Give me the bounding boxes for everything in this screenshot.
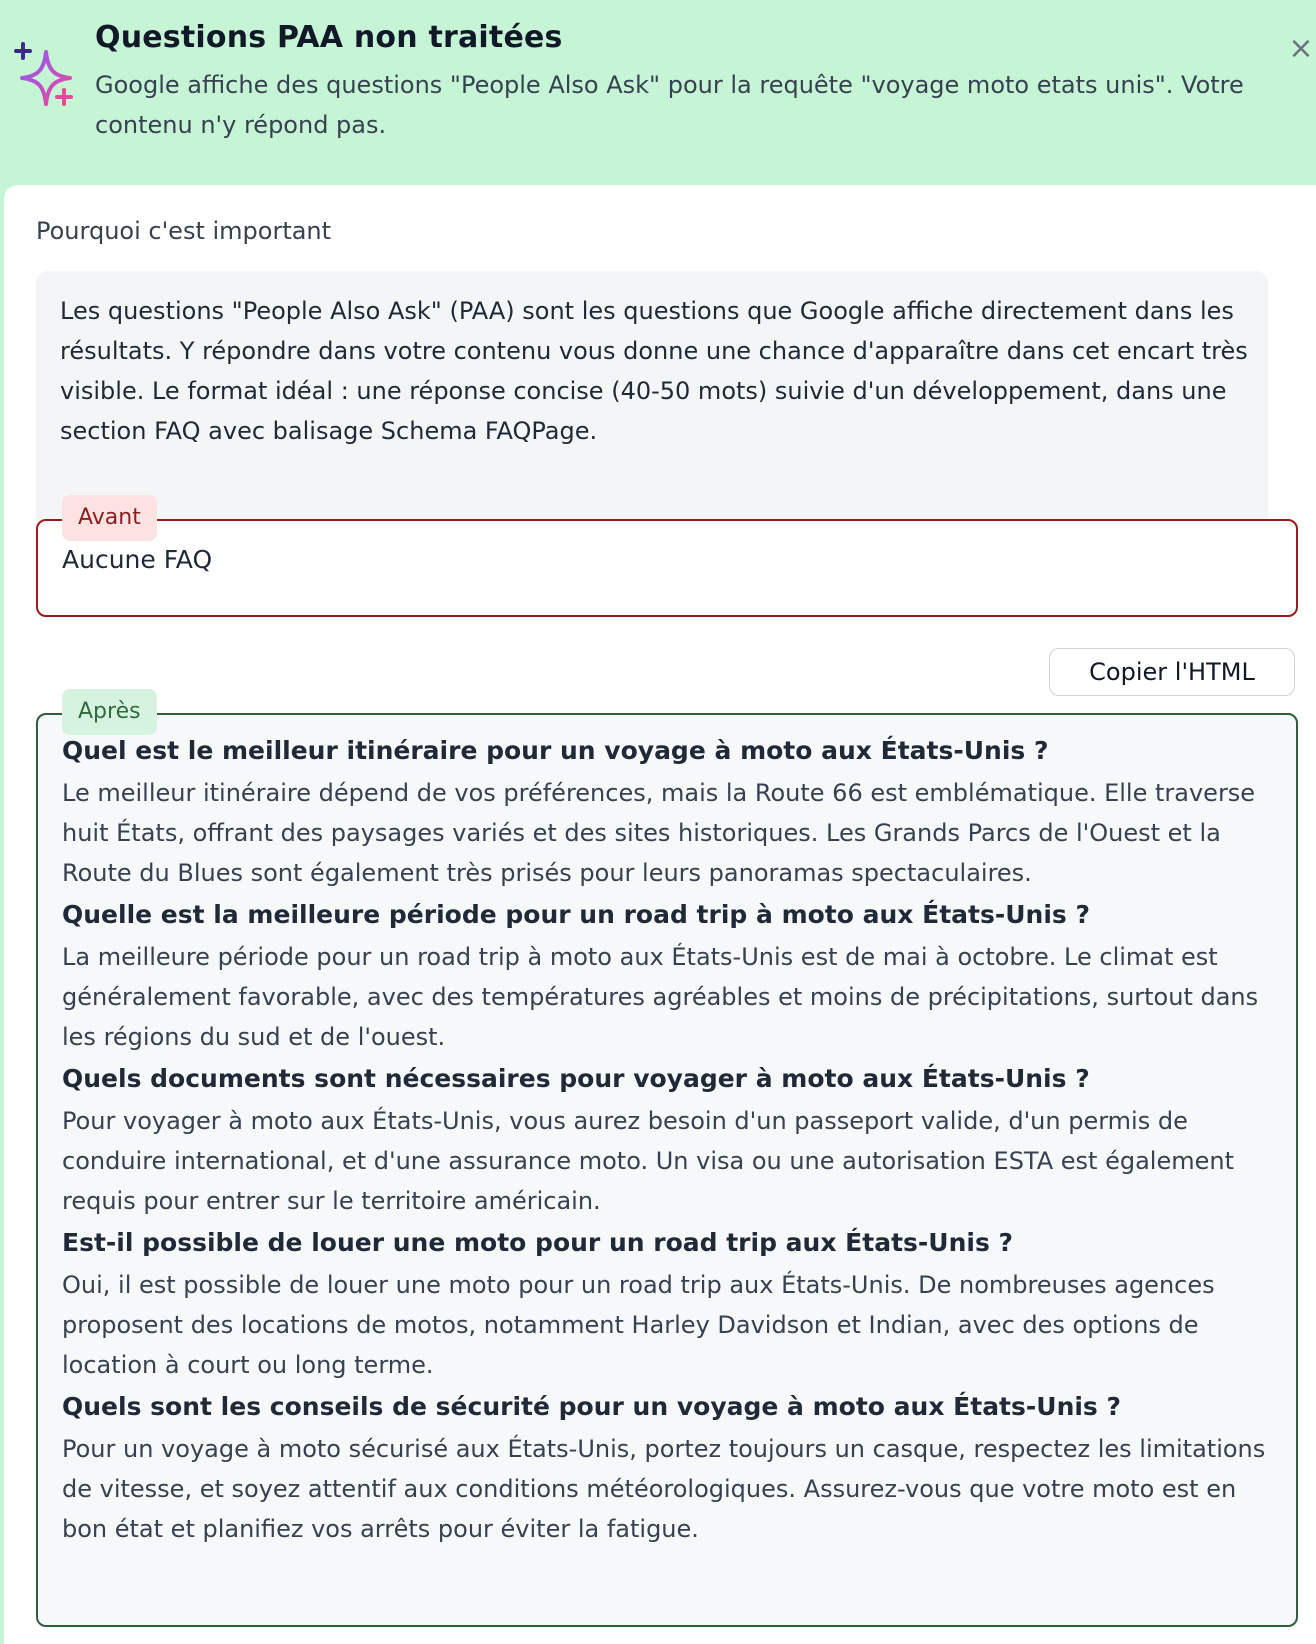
copy-html-button[interactable]: Copier l'HTML	[1049, 648, 1295, 696]
faq-item	[62, 1389, 1272, 1549]
faq-list	[62, 733, 1272, 1553]
alert-header	[0, 0, 1316, 186]
close-icon[interactable]: ×	[1288, 31, 1314, 66]
before-box	[36, 519, 1298, 617]
alert-title: Questions PAA non traitées	[95, 20, 563, 55]
faq-question: Quels documents sont nécessaires pour voyager à moto aux États-Unis ?	[62, 1064, 1090, 1093]
why-text: Les questions "People Also Ask" (PAA) sont les questions que Google affiche directement dans les résultats. Y répondre dans votre contenu vous donne une chance d'apparaître dans cet encart très visible. Le format idéal : une réponse concise (40-50 mots) suivie d'un développement, dans une section FAQ avec balisage Schema FAQPage.	[60, 297, 1248, 445]
alert-subtitle: Google affiche des questions "People Also Ask" pour la requête "voyage moto etats unis". Votre contenu n'y répond pas.	[95, 71, 1244, 139]
faq-item	[62, 1225, 1272, 1385]
faq-question: Est-il possible de louer une moto pour un road trip aux États-Unis ?	[62, 1228, 1014, 1257]
faq-answer: Pour un voyage à moto sécurisé aux États-Unis, portez toujours un casque, respectez les limitations de vitesse, et soyez attentif aux conditions météorologiques. Assurez-vous que votre moto est en bon état et planifiez vos arrêts pour éviter la fatigue.	[62, 1435, 1266, 1543]
faq-question: Quel est le meilleur itinéraire pour un voyage à moto aux États-Unis ?	[62, 736, 1049, 765]
faq-item	[62, 897, 1272, 1057]
before-badge: Avant	[62, 495, 157, 541]
faq-answer: La meilleure période pour un road trip à moto aux États-Unis est de mai à octobre. Le climat est généralement favorable, avec des températures agréables et moins de précipitations, surtout dans les régions du sud et de l'ouest.	[62, 943, 1259, 1051]
faq-answer: Pour voyager à moto aux États-Unis, vous aurez besoin d'un passeport valide, d'un permis de conduire international, et d'une assurance moto. Un visa ou une autorisation ESTA est également requis pour entrer sur le territoire américain.	[62, 1107, 1234, 1215]
faq-answer: Oui, il est possible de louer une moto pour un road trip aux États-Unis. De nombreuses agences proposent des locations de motos, notamment Harley Davidson et Indian, avec des options de location à court ou long terme.	[62, 1271, 1215, 1379]
faq-answer: Le meilleur itinéraire dépend de vos préférences, mais la Route 66 est emblématique. Elle traverse huit États, offrant des paysages variés et des sites historiques. Les Grands Parcs de l'Ouest et la Route du Blues sont également très prisés pour leurs panoramas spectaculaires.	[62, 779, 1256, 887]
before-text: Aucune FAQ	[62, 545, 213, 574]
after-badge: Après	[62, 689, 157, 735]
faq-question: Quels sont les conseils de sécurité pour un voyage à moto aux États-Unis ?	[62, 1392, 1122, 1421]
why-label: Pourquoi c'est important	[36, 217, 332, 245]
sparkle-icon	[12, 42, 80, 114]
faq-item	[62, 733, 1272, 893]
faq-item	[62, 1061, 1272, 1221]
content-panel	[4, 185, 1316, 1644]
faq-question: Quelle est la meilleure période pour un road trip à moto aux États-Unis ?	[62, 900, 1090, 929]
